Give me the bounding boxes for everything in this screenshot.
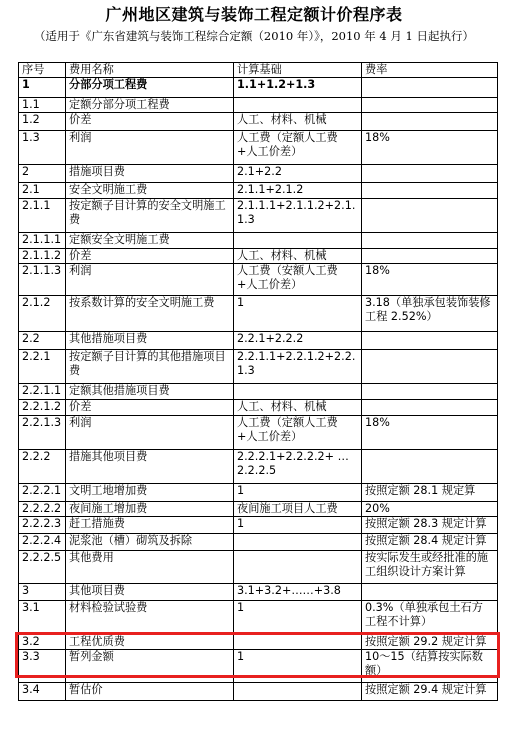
- cell-no: 2.1.1: [19, 199, 66, 233]
- table-row: [19, 264, 498, 296]
- cell-name: 定额其他措施项目费: [66, 384, 234, 400]
- cell-base: [234, 233, 362, 249]
- cell-rate: 0.3%（单独承包土石方工程不计算）: [362, 601, 498, 635]
- table-row: [19, 683, 498, 701]
- header-cell-name: 费用名称: [66, 63, 234, 78]
- cell-rate: [362, 98, 498, 113]
- cell-base: 人工费（定额人工费+人工价差）: [234, 416, 362, 450]
- cell-name: 按定额子目计算的安全文明施工费: [66, 199, 234, 233]
- cell-no: 2.2.2.1: [19, 484, 66, 502]
- cell-no: 2.2.2: [19, 450, 66, 484]
- cell-no: 2.1: [19, 183, 66, 199]
- cell-no: 1.2: [19, 113, 66, 131]
- cell-no: 2.2: [19, 332, 66, 350]
- cell-name: 利润: [66, 416, 234, 450]
- table-row: [19, 183, 498, 199]
- table-row: [19, 384, 498, 400]
- cell-name: 利润: [66, 131, 234, 165]
- cell-base: 1: [234, 601, 362, 635]
- cell-base: 1.1+1.2+1.3: [234, 78, 362, 98]
- cell-name: 泥浆池（槽）砌筑及拆除: [66, 534, 234, 551]
- document-title: 广州地区建筑与装饰工程定额计价程序表: [105, 5, 403, 24]
- table-row: [19, 450, 498, 484]
- cell-base: 3.1+3.2+……+3.8: [234, 584, 362, 601]
- cell-rate: 按照定额 28.4 规定计算: [362, 534, 498, 551]
- cell-base: 2.1+2.2: [234, 165, 362, 183]
- cell-base: 1: [234, 517, 362, 534]
- cell-no: 2.2.2.3: [19, 517, 66, 534]
- cell-base: 1: [234, 296, 362, 332]
- cell-rate: [362, 450, 498, 484]
- cell-name: 价差: [66, 400, 234, 416]
- cell-base: 人工、材料、机械: [234, 400, 362, 416]
- cell-no: 2.2.1.1: [19, 384, 66, 400]
- cell-rate: 按照定额 29.4 规定计算: [362, 683, 498, 701]
- cell-name: 措施项目费: [66, 165, 234, 183]
- cell-no: 1.3: [19, 131, 66, 165]
- cell-no: 1.1: [19, 98, 66, 113]
- cell-name: 安全文明施工费: [66, 183, 234, 199]
- cell-base: [234, 98, 362, 113]
- table-row: [19, 650, 498, 683]
- cell-base: [234, 635, 362, 650]
- cell-rate: [362, 332, 498, 350]
- cell-base: 2.2.2.1+2.2.2.2+ … 2.2.2.5: [234, 450, 362, 484]
- table-row: [19, 502, 498, 517]
- cell-name: 按系数计算的安全文明施工费: [66, 296, 234, 332]
- cell-base: 1: [234, 650, 362, 683]
- cell-no: 2.2.1: [19, 350, 66, 384]
- cell-name: 价差: [66, 113, 234, 131]
- cell-rate: [362, 249, 498, 264]
- cell-rate: [362, 584, 498, 601]
- cell-rate: 20%: [362, 502, 498, 517]
- cell-no: 2.2.2.2: [19, 502, 66, 517]
- cell-name: 夜间施工增加费: [66, 502, 234, 517]
- table-row: [19, 332, 498, 350]
- cell-rate: 18%: [362, 416, 498, 450]
- cell-no: 2.2.1.2: [19, 400, 66, 416]
- cell-base: 人工费（安额人工费+人工价差）: [234, 264, 362, 296]
- cell-name: 暂估价: [66, 683, 234, 701]
- cell-base: 2.1.1+2.1.2: [234, 183, 362, 199]
- table-row: [19, 296, 498, 332]
- fee-table: [18, 62, 498, 701]
- cell-no: 2: [19, 165, 66, 183]
- cell-name: 价差: [66, 249, 234, 264]
- cell-no: 3.1: [19, 601, 66, 635]
- cell-no: 2.1.1.1: [19, 233, 66, 249]
- header-cell-base: 计算基础: [234, 63, 362, 78]
- cell-base: 1: [234, 484, 362, 502]
- cell-no: 3: [19, 584, 66, 601]
- cell-name: 措施其他项目费: [66, 450, 234, 484]
- cell-no: 2.1.1.3: [19, 264, 66, 296]
- cell-base: [234, 551, 362, 584]
- table-row: [19, 416, 498, 450]
- cell-name: 定额分部分项工程费: [66, 98, 234, 113]
- table-row: [19, 199, 498, 233]
- cell-base: [234, 683, 362, 701]
- table-row: [19, 165, 498, 183]
- cell-base: [234, 384, 362, 400]
- table-row: [19, 113, 498, 131]
- cell-name: 材料检验试验费: [66, 601, 234, 635]
- cell-rate: [362, 165, 498, 183]
- cell-rate: 18%: [362, 264, 498, 296]
- table-row: [19, 551, 498, 584]
- cell-rate: [362, 350, 498, 384]
- cell-name: 其他措施项目费: [66, 332, 234, 350]
- cell-rate: 按照定额 29.2 规定计算: [362, 635, 498, 650]
- cell-name: 分部分项工程费: [66, 78, 234, 98]
- cell-no: 3.4: [19, 683, 66, 701]
- cell-name: 文明工地增加费: [66, 484, 234, 502]
- table-row: [19, 233, 498, 249]
- document-subtitle: （适用于《广东省建筑与装饰工程综合定额（2010 年）》，2010 年 4 月 1 日起执行）: [33, 29, 475, 43]
- cell-no: 2.2.2.5: [19, 551, 66, 584]
- cell-rate: [362, 400, 498, 416]
- table-row: [19, 635, 498, 650]
- cell-name: 定额安全文明施工费: [66, 233, 234, 249]
- cell-rate: [362, 233, 498, 249]
- cell-rate: [362, 199, 498, 233]
- cell-rate: [362, 113, 498, 131]
- cell-name: 其他项目费: [66, 584, 234, 601]
- cell-name: 其他费用: [66, 551, 234, 584]
- cell-rate: 按照定额 28.3 规定计算: [362, 517, 498, 534]
- cell-no: 3.2: [19, 635, 66, 650]
- cell-name: 赶工措施费: [66, 517, 234, 534]
- table-header-row: [19, 63, 498, 78]
- cell-no: 2.1.1.2: [19, 249, 66, 264]
- table-row: [19, 98, 498, 113]
- table-row: [19, 601, 498, 635]
- cell-no: 3.3: [19, 650, 66, 683]
- cell-rate: 18%: [362, 131, 498, 165]
- header-cell-no: 序号: [19, 63, 66, 78]
- table-row: [19, 350, 498, 384]
- cell-base: 2.1.1.1+2.1.1.2+2.1.1.3: [234, 199, 362, 233]
- cell-rate: 按照定额 28.1 规定算: [362, 484, 498, 502]
- table-row: [19, 131, 498, 165]
- cell-rate: 3.18（单独承包装饰装修工程 2.52%）: [362, 296, 498, 332]
- cell-name: 利润: [66, 264, 234, 296]
- cell-base: 人工、材料、机械: [234, 113, 362, 131]
- cell-name: 暂列金额: [66, 650, 234, 683]
- cell-rate: [362, 78, 498, 98]
- cell-rate: [362, 384, 498, 400]
- cell-no: 1: [19, 78, 66, 98]
- cell-name: 按定额子目计算的其他措施项目费: [66, 350, 234, 384]
- cell-name: 工程优质费: [66, 635, 234, 650]
- cell-base: 人工费（定额人工费+人工价差）: [234, 131, 362, 165]
- cell-no: 2.1.2: [19, 296, 66, 332]
- table-row: [19, 484, 498, 502]
- table-row: [19, 249, 498, 264]
- cell-no: 2.2.1.3: [19, 416, 66, 450]
- table-row: [19, 584, 498, 601]
- cell-base: [234, 534, 362, 551]
- cell-base: 2.2.1+2.2.2: [234, 332, 362, 350]
- cell-no: 2.2.2.4: [19, 534, 66, 551]
- table-row: [19, 78, 498, 98]
- cell-base: 2.2.1.1+2.2.1.2+2.2.1.3: [234, 350, 362, 384]
- cell-rate: [362, 183, 498, 199]
- table-row: [19, 517, 498, 534]
- header-cell-rate: 费率: [362, 63, 498, 78]
- cell-rate: 10～15（结算按实际数额）: [362, 650, 498, 683]
- cell-base: 夜间施工项目人工费: [234, 502, 362, 517]
- cell-rate: 按实际发生或经批准的施工组织设计方案计算: [362, 551, 498, 584]
- cell-base: 人工、材料、机械: [234, 249, 362, 264]
- table-row: [19, 400, 498, 416]
- table-row: [19, 534, 498, 551]
